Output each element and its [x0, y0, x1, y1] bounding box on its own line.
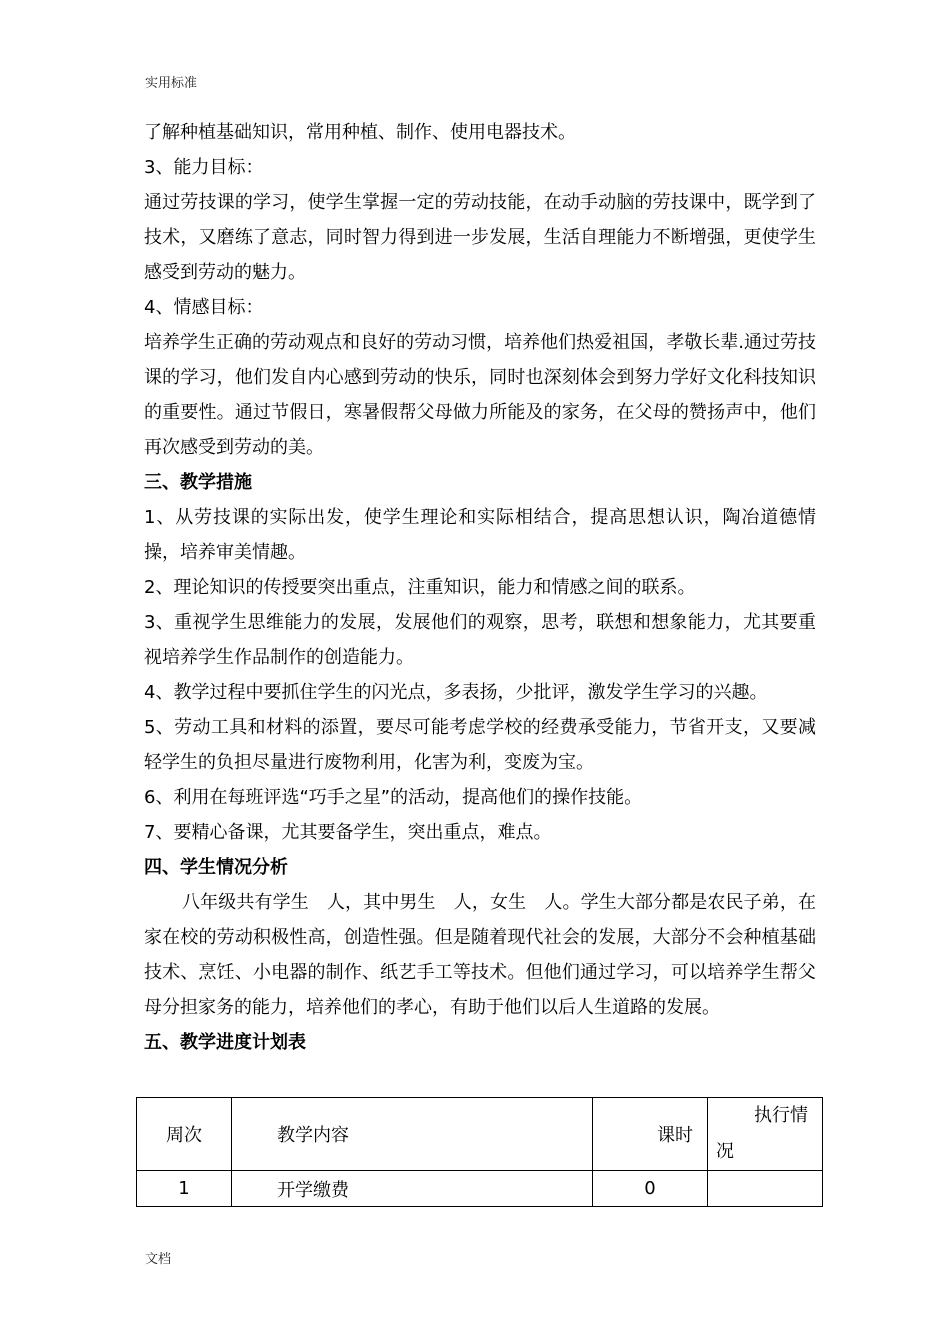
section-heading-measures: 三、教学措施 — [144, 472, 252, 493]
header-status — [708, 1098, 823, 1171]
table-row — [137, 1171, 823, 1207]
paragraph: 八年级共有学生 人，其中男生 人，女生 人。学生大部分都是农民子弟，在家在校的劳动积极性高，创造性强。但是随着现代社会的发展，大部分不会种植基础技术、烹饪、小电器的制作、纸艺手工等技术。但他们通过学习，可以培养学生帮父母分担家务的能力，培养他们的孝心，有助于他们以后人生道路的发展。 — [144, 892, 816, 1018]
page-footer: 文档 — [145, 1252, 172, 1267]
cell-status — [708, 1171, 823, 1207]
header-content: 教学内容 — [232, 1098, 593, 1171]
paragraph: 了解种植基础知识，常用种植、制作、使用电器技术。 — [144, 122, 576, 143]
header-hours: 课时 — [593, 1098, 708, 1171]
list-item: 3、重视学生思维能力的发展，发展他们的观察，思考，联想和想象能力，尤其要重视培养学生作品制作的创造能力。 — [144, 612, 816, 668]
paragraph: 通过劳技课的学习，使学生掌握一定的劳动技能，在动手动脑的劳技课中，既学到了技术，又磨练了意志，同时智力得到进一步发展，生活自理能力不断增强，更使学生感受到劳动的魅力。 — [144, 192, 816, 283]
table-header-row — [137, 1098, 823, 1171]
list-item: 2、理论知识的传授要突出重点，注重知识，能力和情感之间的联系。 — [144, 577, 696, 598]
header-status-line1: 执行情 — [754, 1105, 808, 1126]
subheading-emotion-goal: 4、情感目标： — [144, 297, 264, 318]
document-body — [144, 115, 816, 1060]
page-header: 实用标准 — [145, 76, 198, 91]
header-week: 周次 — [137, 1098, 232, 1171]
header-status-line2: 况 — [716, 1141, 734, 1162]
cell-week: 1 — [137, 1171, 232, 1207]
cell-content: 开学缴费 — [232, 1171, 593, 1207]
paragraph: 培养学生正确的劳动观点和良好的劳动习惯，培养他们热爱祖国，孝敬长辈.通过劳技课的学习，他们发自内心感到劳动的快乐，同时也深刻体会到努力学好文化科技知识的重要性。通过节假日，寒暑假帮父母做力所能及的家务，在父母的赞扬声中，他们再次感受到劳动的美。 — [144, 332, 816, 458]
section-heading-schedule: 五、教学进度计划表 — [144, 1032, 306, 1053]
list-item: 6、利用在每班评选“巧手之星”的活动，提高他们的操作技能。 — [144, 787, 643, 808]
cell-hours: 0 — [593, 1171, 708, 1207]
schedule-table — [136, 1097, 823, 1207]
section-heading-student-analysis: 四、学生情况分析 — [144, 857, 288, 878]
list-item: 5、劳动工具和材料的添置，要尽可能考虑学校的经费承受能力，节省开支，又要减轻学生的负担尽量进行废物利用，化害为利，变废为宝。 — [144, 717, 816, 773]
list-item: 4、教学过程中要抓住学生的闪光点，多表扬，少批评，激发学生学习的兴趣。 — [144, 682, 768, 703]
list-item: 7、要精心备课，尤其要备学生，突出重点，难点。 — [144, 822, 552, 843]
list-item: 1、从劳技课的实际出发，使学生理论和实际相结合，提高思想认识，陶冶道德情操，培养审美情趣。 — [144, 507, 816, 563]
subheading-ability-goal: 3、能力目标： — [144, 157, 264, 178]
